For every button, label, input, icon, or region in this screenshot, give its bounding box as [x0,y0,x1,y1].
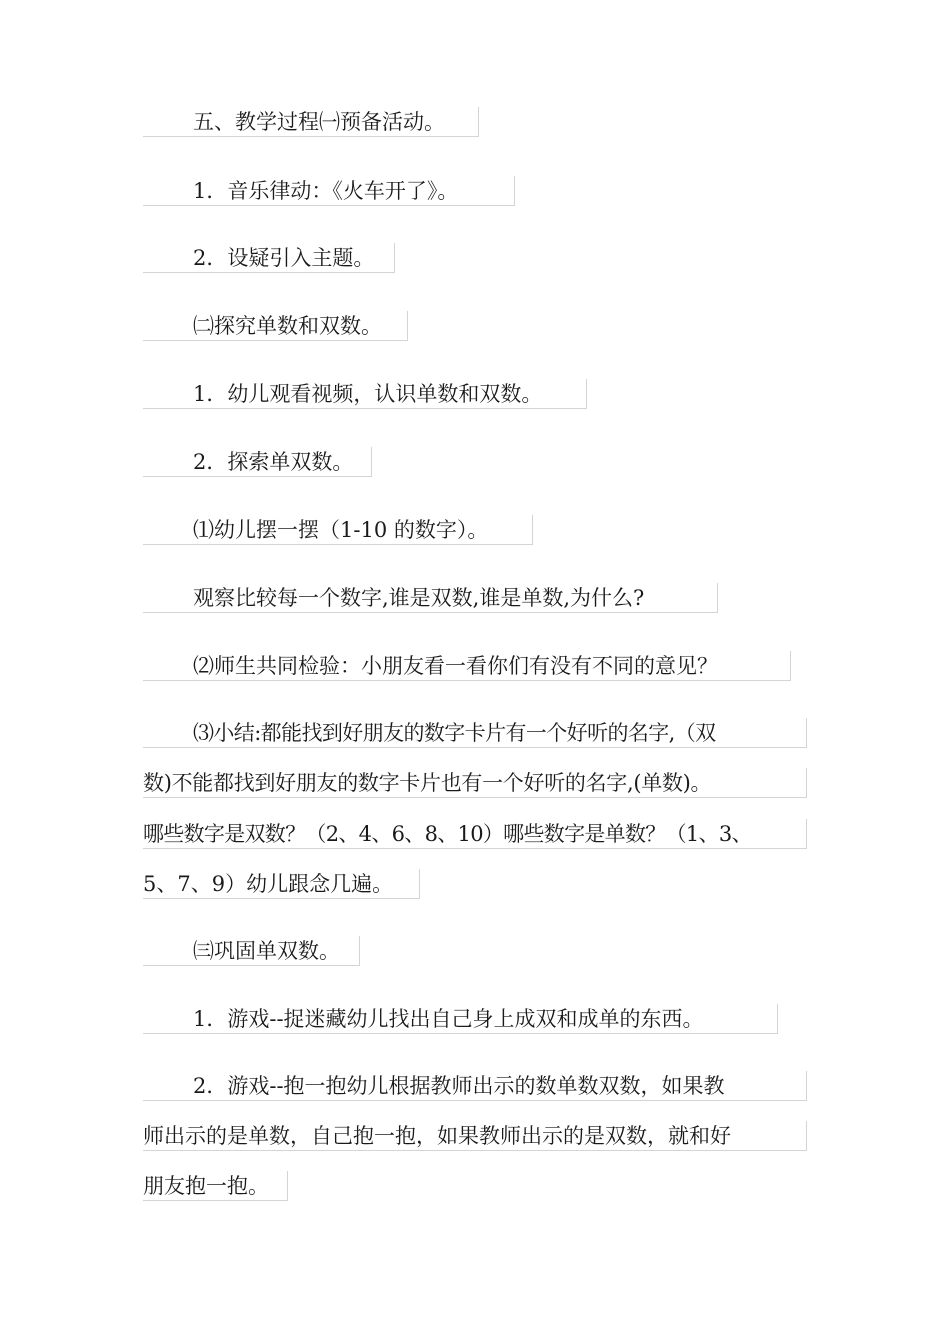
list-item-music-rhythm: 1．音乐律动：《火车开了》。 [143,176,515,206]
sub-item-summary-line-2: 数)不能都找到好朋友的数字卡片也有一个好听的名字,(单数)。 [143,768,807,798]
sub-item-summary-line-4: 5、7、9）幼儿跟念几遍。 [143,869,420,899]
sub-item-verify: ⑵师生共同检验：小朋友看一看你们有没有不同的意见？ [143,651,791,681]
list-item-hug-game-line-1: 2．游戏--抱一抱幼儿根据教师出示的数单数双数，如果教 [143,1071,807,1101]
section-heading-explore: ㈡探究单数和双数。 [143,311,408,341]
section-heading-consolidate: ㈢巩固单双数。 [143,936,360,966]
list-item-introduce-topic: 2．设疑引入主题。 [143,243,395,273]
list-item-hug-game-line-2: 师出示的是单数，自己抱一抱，如果教师出示的是双数，就和好 [143,1121,807,1151]
section-heading-teaching-process: 五、教学过程㈠预备活动。 [143,107,479,137]
list-item-explore-odd-even: 2．探索单双数。 [143,447,372,477]
sub-item-summary-line-1: ⑶小结:都能找到好朋友的数字卡片有一个好听的名字,（双 [143,718,807,748]
paragraph-observe-compare: 观察比较每一个数字,谁是双数,谁是单数,为什么? [143,583,718,613]
list-item-hug-game-line-3: 朋友抱一抱。 [143,1171,288,1201]
sub-item-arrange-numbers: ⑴幼儿摆一摆（1-10 的数字）。 [143,515,533,545]
list-item-watch-video: 1．幼儿观看视频，认识单数和双数。 [143,379,587,409]
list-item-hide-and-seek-game: 1．游戏--捉迷藏幼儿找出自己身上成双和成单的东西。 [143,1004,778,1034]
sub-item-summary-line-3: 哪些数字是双数？（2、4、6、8、10）哪些数字是单数？（1、3、 [143,819,807,849]
